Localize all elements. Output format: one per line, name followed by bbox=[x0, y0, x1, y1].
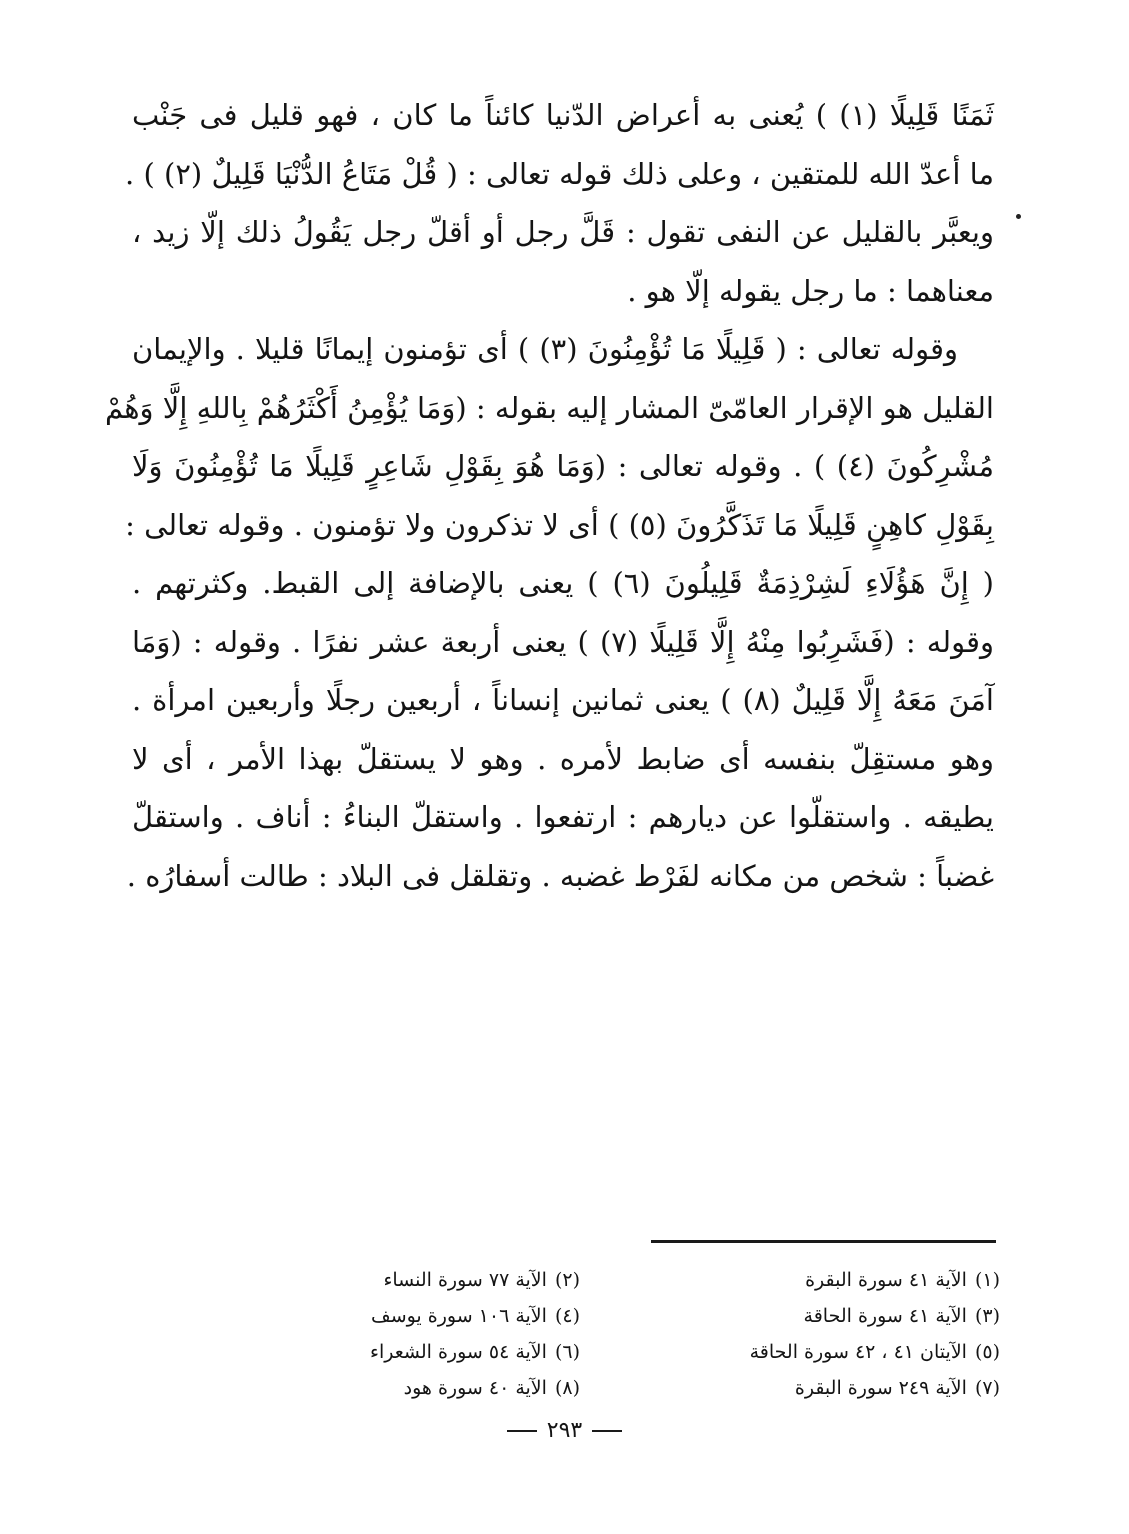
footnote-number: (١) bbox=[974, 1269, 1000, 1291]
footnote-divider bbox=[651, 1240, 996, 1243]
text-line: القليل هو الإقرار العامّىّ المشار إليه بقوله : (وَمَا يُؤْمِنُ أَكْثَرُهُمْ بِاللهِ إِلَّا وَهُمْ bbox=[104, 390, 994, 425]
text-line: بِقَوْلِ كاهِنٍ قَلِيلًا مَا تَذَكَّرُونَ (٥) ) أى لا تذكرون ولا تؤمنون . وقوله تعالى : bbox=[125, 507, 994, 542]
footnote bbox=[260, 1298, 580, 1334]
page-number-value: ٢٩٣ bbox=[546, 1418, 583, 1443]
text-line: ما أعدّ الله للمتقين ، وعلى ذلك قوله تعالى : ( قُلْ مَتَاعُ الدُّنْيَا قَلِيلٌ (٢) ) . bbox=[125, 156, 994, 191]
body-text bbox=[104, 86, 994, 905]
footnote-text: الآية ٤١ سورة البقرة bbox=[805, 1269, 967, 1291]
footnote-number: (٧) bbox=[974, 1377, 1000, 1399]
footnote-number: (٨) bbox=[554, 1377, 580, 1399]
text-line: وقوله : (فَشَرِبُوا مِنْهُ إِلَّا قَلِيلًا (٧) ) يعنى أربعة عشر نفرًا . وقوله : (وَمَا bbox=[132, 624, 994, 659]
text-line: آمَنَ مَعَهُ إِلَّا قَلِيلٌ (٨) ) يعنى ثمانين إنساناً ، أربعين رجلًا وأربعين امرأة . bbox=[132, 683, 994, 717]
footnote-number: (٤) bbox=[554, 1305, 580, 1327]
text-line: غضباً : شخص من مكانه لفَرْط غضبه . وتقلقل فى البلاد : طالت أسفارُه . bbox=[126, 858, 994, 893]
text-line: يطيقه . واستقلّوا عن ديارهم : ارتفعوا . واستقلّ البناءُ : أناف . واستقلّ bbox=[132, 800, 994, 834]
page-number-dash bbox=[592, 1430, 622, 1432]
footnote-text: الآيتان ٤١ ، ٤٢ سورة الحاقة bbox=[749, 1341, 967, 1363]
footnote bbox=[580, 1298, 1000, 1334]
footnote-number: (٣) bbox=[974, 1305, 1000, 1327]
ink-speck bbox=[1016, 214, 1021, 219]
footnote-text: الآية ٥٤ سورة الشعراء bbox=[370, 1341, 547, 1363]
footnote-text: الآية ٢٤٩ سورة البقرة bbox=[794, 1377, 967, 1399]
footnotes bbox=[260, 1262, 1000, 1412]
footnote-text: الآية ٤١ سورة الحاقة bbox=[803, 1305, 967, 1327]
text-line: ويعبَّر بالقليل عن النفى تقول : قَلَّ رجل أو أقلّ رجل يَقُولُ ذلك إلّا زيد ، bbox=[132, 215, 994, 249]
text-line: معناهما : ما رجل يقوله إلّا هو . bbox=[627, 273, 994, 308]
footnote bbox=[260, 1262, 580, 1298]
page-number-dash bbox=[507, 1430, 537, 1432]
footnote bbox=[260, 1370, 580, 1406]
text-line: ثَمَنًا قَلِيلًا (١) ) يُعنى به أعراض الدّنيا كائناً ما كان ، فهو قليل فى جَنْب bbox=[132, 98, 994, 132]
footnote bbox=[580, 1334, 1000, 1370]
footnote-text: الآية ١٠٦ سورة يوسف bbox=[371, 1305, 547, 1327]
footnote bbox=[260, 1334, 580, 1370]
footnote-number: (٥) bbox=[974, 1341, 1000, 1363]
footnote-text: الآية ٤٠ سورة هود bbox=[403, 1377, 547, 1399]
footnote-text: الآية ٧٧ سورة النساء bbox=[383, 1269, 547, 1291]
text-line: وقوله تعالى : ( قَلِيلًا مَا تُؤْمِنُونَ (٣) ) أى تؤمنون إيمانًا قليلا . والإيمان bbox=[132, 332, 958, 366]
footnote bbox=[580, 1370, 1000, 1406]
text-line: مُشْرِكُونَ (٤) ) . وقوله تعالى : (وَمَا هُوَ بِقَوْلِ شَاعِرٍ قَلِيلًا مَا تُؤْمِنُونَ وَلَا bbox=[132, 449, 994, 483]
text-line: وهو مستقِلّ بنفسه أى ضابط لأمره . وهو لا يستقلّ بهذا الأمر ، أى لا bbox=[132, 741, 994, 776]
text-line: ( إِنَّ هَؤُلَاءِ لَشِرْذِمَةٌ قَلِيلُونَ (٦) ) يعنى بالإضافة إلى القبط. وكثرتهم . bbox=[132, 566, 994, 600]
footnote bbox=[580, 1262, 1000, 1298]
footnote-number: (٦) bbox=[554, 1341, 580, 1363]
footnote-number: (٢) bbox=[554, 1269, 580, 1291]
page-number bbox=[0, 1418, 1129, 1443]
